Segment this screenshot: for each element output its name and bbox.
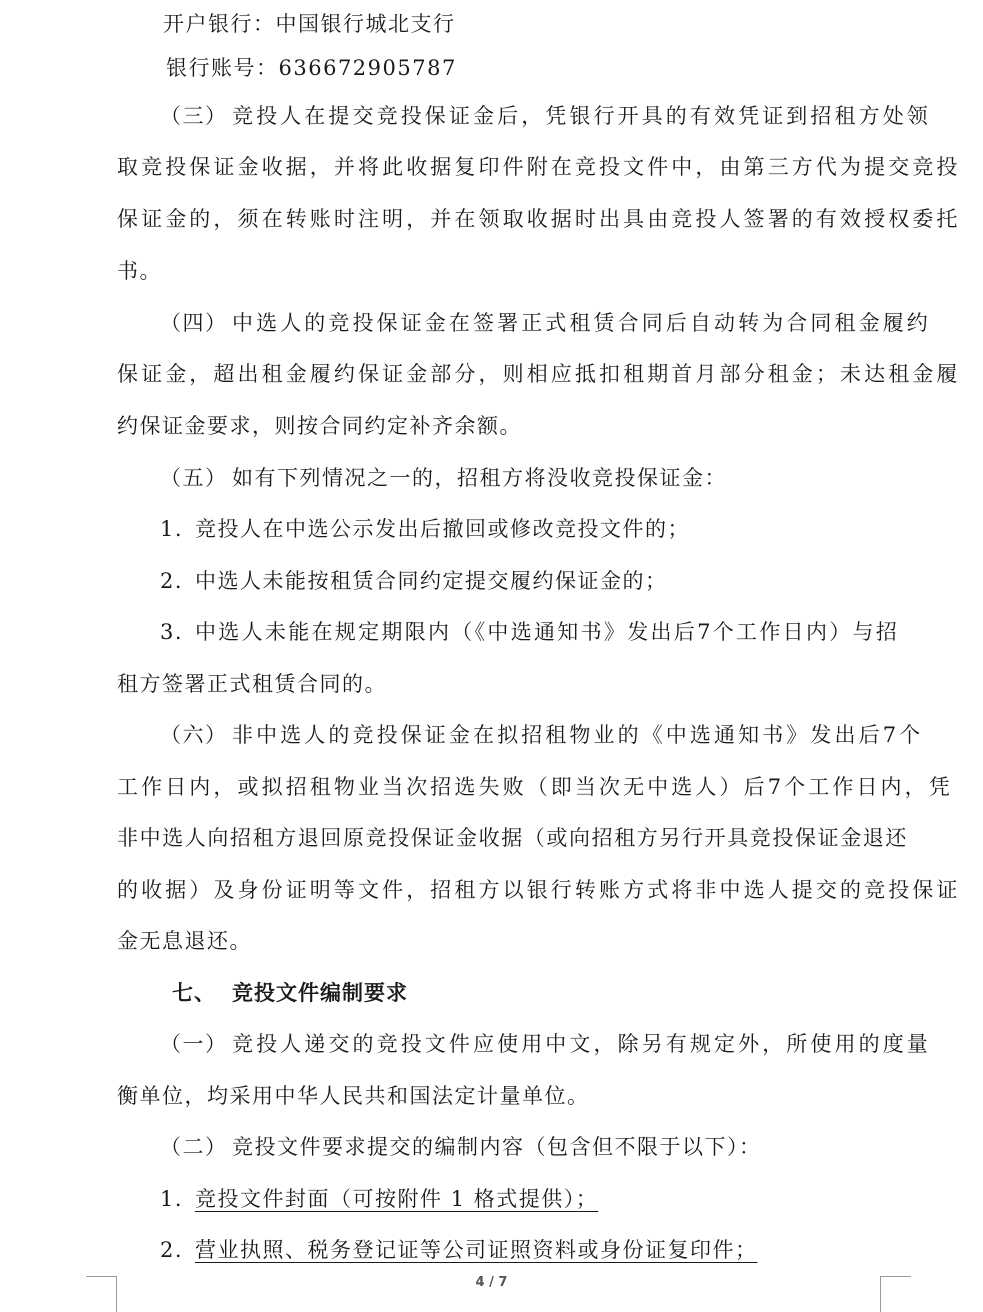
list-item-number: 2.: [160, 1238, 184, 1262]
list-item-text: 营业执照、税务登记证等公司证照资料或身份证复印件；: [195, 1238, 758, 1262]
para-3-line-1: 竞投人在提交竞投保证金后，凭银行开具的有效凭证到招租方处领: [232, 104, 931, 128]
list-item-text: 竞投文件封面（可按附件 1 格式提供）；: [195, 1187, 599, 1211]
section-number: 七、: [172, 981, 216, 1005]
list-item-text-cont: 租方签署正式租赁合同的。: [117, 672, 387, 696]
para-6-line-4: 的收据）及身份证明等文件，招租方以银行转账方式将非中选人提交的竞投保证: [117, 878, 961, 902]
para-3-line-4: 书。: [117, 259, 162, 283]
list-item-number: 3.: [160, 620, 184, 644]
para-marker-6: （六）: [160, 723, 228, 747]
para-marker-5: （五）: [160, 466, 228, 490]
para-7-1-line-2: 衡单位，均采用中华人民共和国法定计量单位。: [117, 1084, 590, 1108]
list-item-text: 竞投人在中选公示发出后撤回或修改竞投文件的；: [195, 517, 690, 541]
list-item-text: 中选人未能按租赁合同约定提交履约保证金的；: [195, 569, 668, 593]
para-5-text: 如有下列情况之一的，招租方将没收竞投保证金：: [232, 466, 727, 490]
para-6-line-3: 非中选人向招租方退回原竞投保证金收据（或向招租方另行开具竞投保证金退还: [117, 826, 908, 850]
list-item-number: 2.: [160, 569, 184, 593]
list-item-number: 1.: [160, 1187, 184, 1211]
para-3-line-2: 取竞投保证金收据，并将此收据复印件附在竞投文件中，由第三方代为提交竞投: [117, 155, 961, 179]
para-6-line-1: 非中选人的竞投保证金在拟招租物业的《中选通知书》发出后7个: [232, 723, 924, 747]
page-indicator: 4 / 7: [475, 1275, 508, 1290]
section-title: 竞投文件编制要求: [232, 981, 408, 1005]
para-7-1-line-1: 竞投人递交的竞投文件应使用中文，除另有规定外，所使用的度量: [232, 1032, 931, 1056]
bank-account-line: 银行账号：636672905787: [166, 56, 457, 80]
para-marker-4: （四）: [160, 311, 228, 335]
para-4-line-1: 中选人的竞投保证金在签署正式租赁合同后自动转为合同租金履约: [232, 311, 931, 335]
list-item-number: 1.: [160, 517, 184, 541]
para-marker-7-2: （二）: [160, 1135, 228, 1159]
para-marker-3: （三）: [160, 104, 228, 128]
para-4-line-2: 保证金，超出租金履约保证金部分，则相应抵扣租期首月部分租金；未达租金履: [117, 362, 961, 386]
para-7-2-text: 竞投文件要求提交的编制内容（包含但不限于以下）：: [232, 1135, 762, 1159]
bank-name-line: 开户银行：中国银行城北支行: [163, 12, 456, 36]
para-3-line-3: 保证金的，须在转账时注明，并在领取收据时出具由竞投人签署的有效授权委托: [117, 207, 961, 231]
para-6-line-2: 工作日内，或拟招租物业当次招选失败（即当次无中选人）后7个工作日内，凭: [117, 775, 953, 799]
para-4-line-3: 约保证金要求，则按合同约定补齐余额。: [117, 414, 522, 438]
list-item-text: 中选人未能在规定期限内（《中选通知书》发出后7个工作日内）与招: [195, 620, 900, 644]
para-marker-7-1: （一）: [160, 1032, 228, 1056]
para-6-line-5: 金无息退还。: [117, 929, 252, 953]
